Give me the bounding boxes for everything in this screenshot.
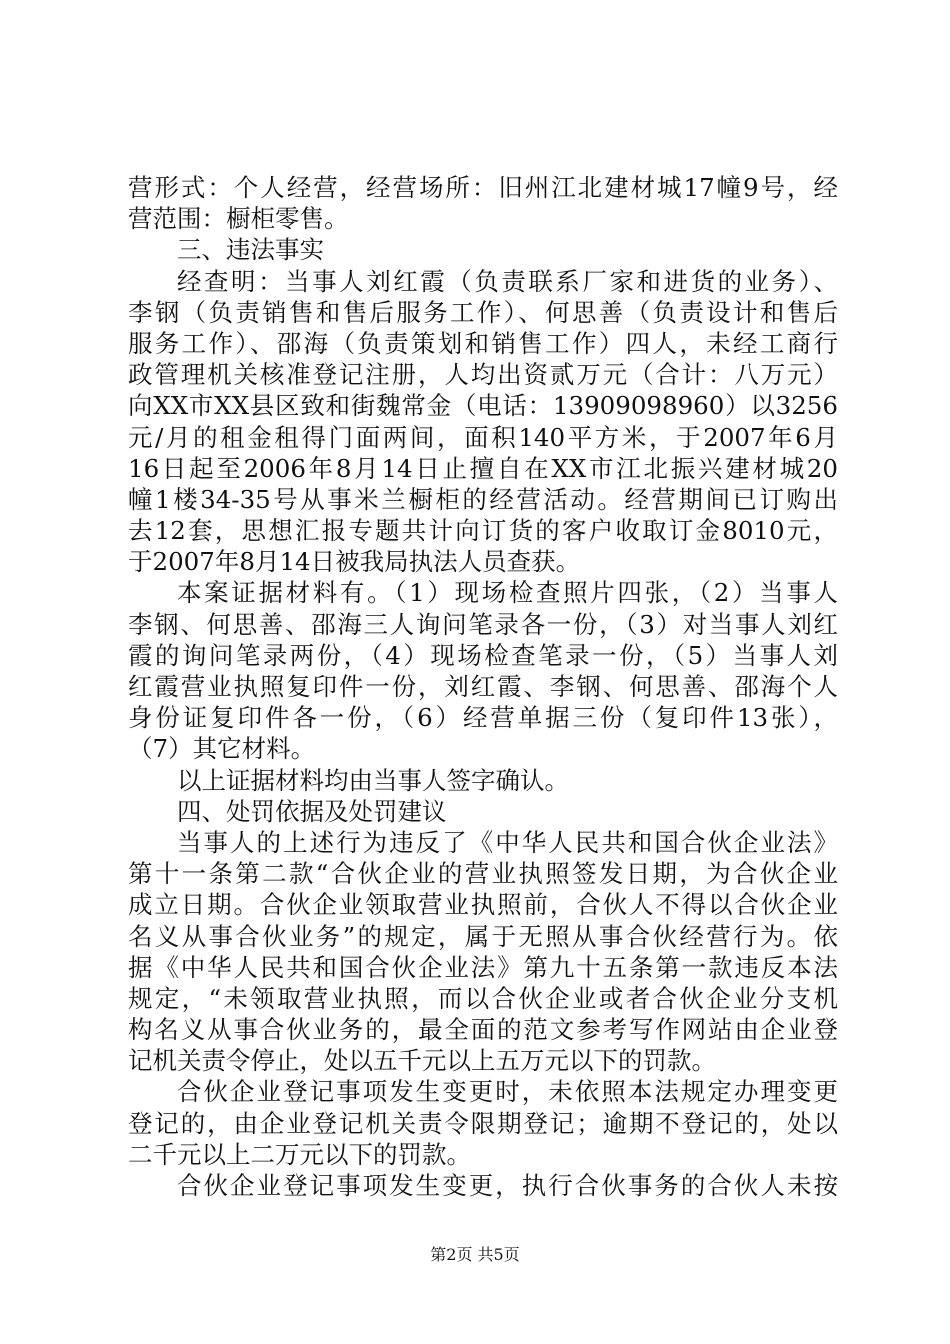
text-line: 营范围：橱柜零售。 <box>128 204 349 234</box>
text-line: 经查明：当事人刘红霞（负责联系厂家和进货的业务）、 <box>177 266 838 296</box>
text-line: （7）其它材料。 <box>128 734 316 764</box>
text-line: 据《中华人民共和国合伙企业法》第九十五条第一款违反本法 <box>128 952 838 982</box>
text-line: 服务工作）、邵海（负责策划和销售工作）四人，未经工商行 <box>128 328 838 358</box>
page-footer <box>0 1245 950 1265</box>
section-heading: 四、处罚依据及处罚建议 <box>177 796 447 826</box>
text-line: 政管理机关核准登记注册，人均出资贰万元（合计：八万元） <box>128 360 838 390</box>
text-line: 合伙企业登记事项发生变更时，未依照本法规定办理变更 <box>177 1077 838 1107</box>
text-line: 规定，“未领取营业执照，而以合伙企业或者合伙企业分支机 <box>128 983 838 1013</box>
text-line: 身份证复印件各一份，（6）经营单据三份（复印件13张）， <box>128 703 838 733</box>
text-line: 李钢（负责销售和售后服务工作）、何思善（负责设计和售后 <box>128 297 838 327</box>
text-line: 霞的询问笔录两份，（4）现场检查笔录一份，（5）当事人刘 <box>128 640 838 670</box>
text-line: 合伙企业登记事项发生变更，执行合伙事务的合伙人未按 <box>177 1171 838 1200</box>
text-line: 以上证据材料均由当事人签字确认。 <box>177 765 569 795</box>
text-line: 登记的，由企业登记机关责令限期登记；逾期不登记的，处以 <box>128 1108 838 1138</box>
text-line: 去12套，思想汇报专题共计向订货的客户收取订金8010元， <box>128 516 838 546</box>
page-number: 第2页 共5页 <box>430 1245 520 1264</box>
text-line: 幢1楼34-35号从事米兰橱柜的经营活动。经营期间已订购出 <box>128 484 838 514</box>
text-line: 第十一条第二款“合伙企业的营业执照签发日期，为合伙企业 <box>128 859 838 889</box>
text-line: 向XX市XX县区致和街魏常金（电话：13909098960）以3256 <box>128 391 838 421</box>
text-line: 二千元以上二万元以下的罚款。 <box>128 1139 471 1169</box>
text-line: 红霞营业执照复印件一份，刘红霞、李钢、何思善、邵海个人 <box>128 672 838 701</box>
text-line: 于2007年8月14日被我局执法人员查获。 <box>128 547 581 577</box>
text-line: 成立日期。合伙企业领取营业执照前，合伙人不得以合伙企业 <box>128 890 838 920</box>
document-body <box>128 172 838 1201</box>
text-line: 本案证据材料有。（1）现场检查照片四张，（2）当事人 <box>177 578 838 608</box>
text-line: 名义从事合伙业务”的规定，属于无照从事合伙经营行为。依 <box>128 921 838 951</box>
text-line: 记机关责令停止，处以五千元以上五万元以下的罚款。 <box>128 1046 716 1076</box>
text-line: 构名义从事合伙业务的，最全面的范文参考写作网站由企业登 <box>128 1015 838 1045</box>
text-line: 营形式：个人经营，经营场所：旧州江北建材城17幢9号，经 <box>128 173 838 202</box>
section-heading: 三、违法事实 <box>177 235 324 265</box>
text-line: 16日起至2006年8月14日止擅自在XX市江北振兴建材城20 <box>128 453 838 483</box>
text-line: 元/月的租金租得门面两间，面积140平方米，于2007年6月 <box>128 422 838 452</box>
text-line: 李钢、何思善、邵海三人询问笔录各一份，（3）对当事人刘红 <box>128 609 838 639</box>
text-line: 当事人的上述行为违反了《中华人民共和国合伙企业法》 <box>177 827 838 857</box>
